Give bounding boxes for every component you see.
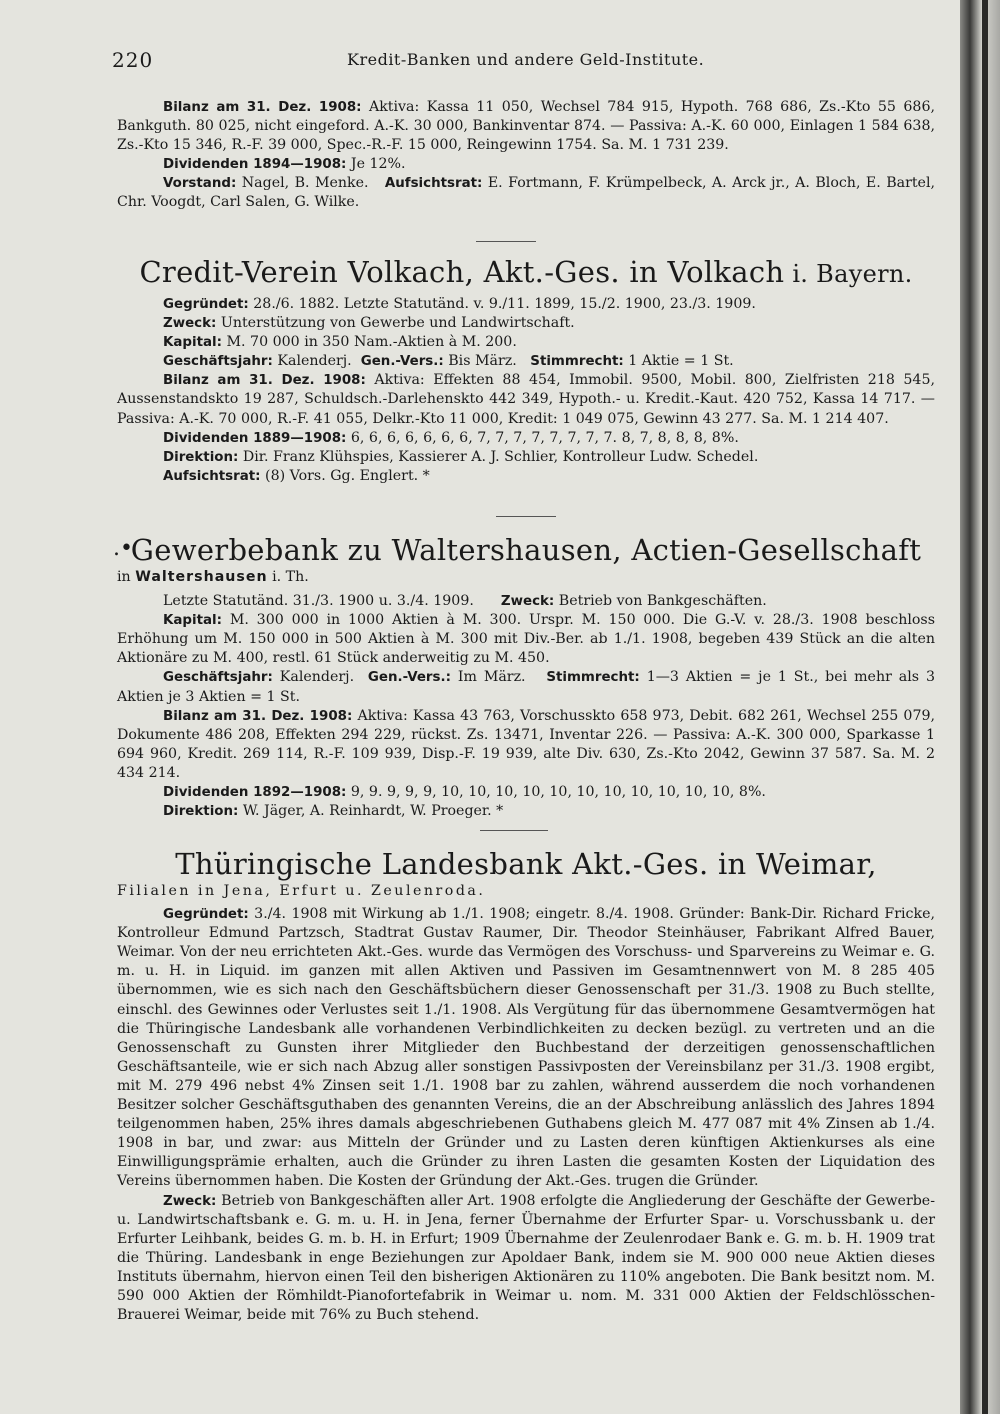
prev-dividenden-label: Dividenden 1894—1908: [163,157,347,173]
subtitle-post: i. Th. [267,569,309,585]
entry-subtitle: Filialen in Jena, Erfurt u. Zeulenroda. [117,883,486,899]
walt-bilanz [117,707,935,783]
running-title: Kredit-Banken und andere Geld-Institute. [347,50,705,69]
volkach-bilanz [117,371,935,428]
volkach-direktion [117,448,935,467]
walt-gj-label: Geschäftsjahr: [163,670,273,686]
walt-gv-label: Gen.-Vers.: [367,670,451,686]
weimar-zweck-label: Zweck: [163,1193,217,1209]
entry-title-tail: i. Bayern. [784,260,913,288]
volkach-direktion-text: Dir. Franz Klühspies, Kassierer A. J. Schlier, Kontrolleur Ludw. Schedel. [238,448,759,465]
prev-entry [117,98,935,213]
volkach-gj-text: Kalenderj. [272,353,352,370]
walt-direktion-label: Direktion: [163,804,239,820]
entry-subtitle [117,568,935,587]
page-header [112,48,932,78]
walt-bilanz-label: Bilanz am 31. Dez. 1908: [163,708,353,724]
weimar-zweck-text: Betrieb von Bankgeschäften aller Art. 1908 erfolgte die Angliederung der Geschäfte der Gewerbe- u. Landwirtschaftsbank e. G. m. u. H. in Jena, ferner Übernahme der Erfurter Spar- u. Vorschussbank u. der Erfurter Leihbank, beides G. m. b. H. in Erfurt; 1909 Übernahme der Zeulenrodaer Bank e. G. m. b. H. 1909 trat die Thüring. Landesbank in enge Beziehungen zur Apoldaer Bank, indem sie M. 900 000 neue Aktien dieses Instituts übernahm, hiervon einen Teil den bisherigen Aktionären zu 110% angeboten. Die Bank besitzt nom. M. 590 000 Aktien der Römhildt-Pianofortefabrik in Weimar u. nom. M. 331 000 Aktien der Feldschlösschen-Brauerei Weimar, beide mit 76% zu Buch stehend. [117,1192,935,1324]
prev-aufsichtsrat-label: Aufsichtsrat: [384,176,483,192]
volkach-gj-label: Geschäftsjahr: [163,354,273,370]
prev-vorstand-label: Vorstand: [163,176,237,192]
divider [480,830,548,831]
weimar-zweck [117,1192,935,1326]
entry-volkach [117,254,935,486]
entry-title: Thüringische Landesbank Akt.-Ges. in Weimar, [175,847,877,881]
walt-kapital [117,611,935,668]
prev-board [117,174,935,212]
entry-title-main: Credit-Verein Volkach, Akt.-Ges. in Volkach [139,255,785,289]
volkach-aufsichtsrat-label: Aufsichtsrat: [163,468,261,484]
walt-geschaeftsjahr [117,668,935,706]
volkach-kapital-label: Kapital: [163,335,222,351]
walt-dividenden-label: Dividenden 1892—1908: [163,785,347,801]
volkach-dividenden-text: 6, 6, 6, 6, 6, 6, 6, 7, 7, 7, 7, 7, 7, 7, 7. 8, 7, 8, 8, 8, 8%. [346,429,739,446]
walt-zweck-text: Betrieb von Bankgeschäften. [554,593,767,610]
volkach-aufsichtsrat-text: (8) Vors. Gg. Englert. * [260,467,430,484]
volkach-gegruendet-text: 28./6. 1882. Letzte Statutänd. v. 9./11. 1899, 15./2. 1900, 23./3. 1909. [248,296,756,312]
prev-dividenden-text: Je 12%. [346,156,406,173]
walt-zweck-label: Zweck: [500,594,555,610]
volkach-kapital-text: M. 70 000 in 350 Nam.-Aktien à M. 200. [221,334,517,351]
entry-title [117,254,935,292]
volkach-gegruendet [117,295,935,314]
book-edge-shadow [982,0,988,1414]
volkach-kapital [117,333,935,352]
subtitle-pre: in [117,569,136,585]
walt-statut [117,592,935,611]
volkach-zweck-text: Unterstützung von Gewerbe und Landwirtschaft. [216,315,575,332]
entry-waltershausen [117,532,935,821]
volkach-direktion-label: Direktion: [163,449,239,465]
walt-stimm-text: 1—3 Aktien = je 1 St., bei mehr als 3 Aktien je 3 Aktien = 1 St. [117,669,935,705]
entry-weimar [117,846,935,1325]
weimar-gegruendet [117,905,935,1191]
weimar-gegruendet-text: 3./4. 1908 mit Wirkung ab 1./1. 1908; eingetr. 8./4. 1908. Gründer: Bank-Dir. Richard Fricke, Kontrolleur Edmund Partzsch, Stadtrat Gustav Raumer, Dir. Theodor Steinhäuser, Fabrikant Alfred Bauer, Weimar. Von der neu errichteten Akt.-Ges. wurde das Vermögen des Vorschuss- und Sparvereins zu Weimar e. G. m. u. H. in Liquid. im ganzen mit allen Aktiven und Passiven im Gesamtnennwert von M. 8 285 405 übernommen, wie es sich nach den Geschäftsbüchern dieser Genossenschaft per 31./3. 1908 zu Buch stellte, einschl. des Gewinnes oder Verlustes seit 1./1. 1908. Als Vergütung für das übernommene Gesamtvermögen hat die Thüringische Landesbank alle vorhandenen Verbindlichkeiten zu decken bezügl. zu vertreten und an die Genossenschaft zu Gunsten ihrer Mitglieder den Buchbestand der derzeitigen genossenschaftlichen Geschäftsanteile, wie er sich nach Abzug aller sonstigen Passivposten der Vereinsbilanz per 31./3. 1908 ergibt, mit M. 279 496 nebst 4% Zinsen seit 1./1. 1908 bar zu zahlen, während ausserdem die noch vorhandenen Besitzer solcher Geschäftsguthaben des genannten Vereins, die an der Abschreibung anlässlich des Jahres 1894 teilgenommen haben, 25% ihres damals abgeschriebenen Guthabens gleich M. 477 087 mit 4% Zinsen ab 1./4. 1908 in bar, und zwar: aus Mitteln der Gründer und zu Lasten deren künftigen Aktienkurses als eine Einwilligungsprämie erhalten, auch die Gründer zu ihren Lasten die gesamten Kosten der Liquidation des Vereins übernommen haben. Die Kosten der Gründung der Akt.-Ges. trugen die Gründer. [117,906,935,1190]
volkach-zweck-label: Zweck: [163,316,217,332]
volkach-stimm-label: Stimmrecht: [530,354,624,370]
prev-bilanz-text: Aktiva: Kassa 11 050, Wechsel 784 915, Hypoth. 768 686, Zs.-Kto 55 686, Bankguth. 80 025, nicht eingeford. A.-K. 30 000, Bankinventar 874. — Passiva: A.-K. 60 000, Einlagen 1 584 638, Zs.-Kto 15 346, R.-F. 39 000, Spec.-R.-F. 15 000, Reingewinn 1754. Sa. M. 1 731 239. [117,99,935,154]
volkach-gv-text: Bis März. [443,353,517,370]
walt-dividenden-text: 9, 9. 9, 9, 9, 10, 10, 10, 10, 10, 10, 10, 10, 10, 10, 10, 8%. [346,784,766,801]
asterisk-mark: .• [113,536,133,561]
volkach-bilanz-label: Bilanz am 31. Dez. 1908: [163,373,366,389]
volkach-dividenden-label: Dividenden 1889—1908: [163,430,347,446]
subtitle-bold: Waltershausen [135,569,268,585]
volkach-stimm-text: 1 Aktie = 1 St. [623,353,734,370]
volkach-gv-label: Gen.-Vers.: [360,354,444,370]
entry-title: Gewerbebank zu Waltershausen, Actien-Gesellschaft [130,533,922,567]
walt-dividenden [117,783,935,802]
prev-aufsichtsrat-text: E. Fortmann, F. Krümpelbeck, A. Arck jr., A. Bloch, E. Bartel, Chr. Voogdt, Carl Salen, G. Wilke. [117,175,936,211]
volkach-geschaeftsjahr [117,352,935,371]
walt-direktion-text: W. Jäger, A. Reinhardt, W. Proeger. * [238,803,504,820]
divider [476,241,536,242]
walt-gj-text: Kalenderj. [272,669,355,686]
volkach-aufsichtsrat [117,467,935,486]
page-number: 220 [112,48,154,72]
prev-bilanz [117,98,935,155]
book-edge [960,0,1000,1414]
volkach-gegruendet-label: Gegründet: [163,297,249,312]
walt-kapital-label: Kapital: [163,613,222,629]
prev-vorstand-text: Nagel, B. Menke. [236,175,369,192]
walt-statut-text: Letzte Statutänd. 31./3. 1900 u. 3./4. 1909. [163,593,474,610]
volkach-bilanz-text: Aktiva: Effekten 88 454, Immobil. 9500, Mobil. 800, Zielfristen 218 545, Aussenstandskto 19 287, Schuldsch.-Darlehenskto 442 349, Hypoth.- u. Kredit.-Kaut. 420 752, Kassa 14 717. — Passiva: A.-K. 70 000, R.-F. 41 055, Delkr.-Kto 11 000, Kredit: 1 049 075, Gewinn 43 277. Sa. M. 1 214 407. [117,372,935,427]
prev-dividenden [117,155,935,174]
divider [496,516,556,517]
weimar-gegruendet-label: Gegründet: [163,907,249,923]
volkach-zweck [117,314,935,333]
walt-stimm-label: Stimmrecht: [546,670,640,686]
walt-bilanz-text: Aktiva: Kassa 43 763, Vorschusskto 658 973, Debit. 682 261, Wechsel 255 079, Dokumente 486 208, Effekten 294 229, rückst. Zs. 13471, Inventar 226. — Passiva: A.-K. 300 000, Sparkasse 1 694 960, Kredit. 269 114, R.-F. 109 939, Disp.-F. 19 939, alte Div. 630, Zs.-Kto 2042, Gewinn 37 587. Sa. M. 2 434 214. [117,707,936,781]
volkach-dividenden [117,429,935,448]
walt-gv-text: Im März. [450,669,526,686]
prev-bilanz-label: Bilanz am 31. Dez. 1908: [163,100,362,115]
walt-kapital-text: M. 300 000 in 1000 Aktien à M. 300. Urspr. M. 150 000. Die G.-V. v. 28./3. 1908 beschloss Erhöhung um M. 150 000 in 500 Aktien à M. 300 mit Div.-Ber. ab 1./1. 1908, begeben 439 Stück an die alten Aktionäre zu M. 400, restl. 61 Stück anderweitig zu M. 450. [117,612,935,667]
walt-direktion [117,802,935,821]
